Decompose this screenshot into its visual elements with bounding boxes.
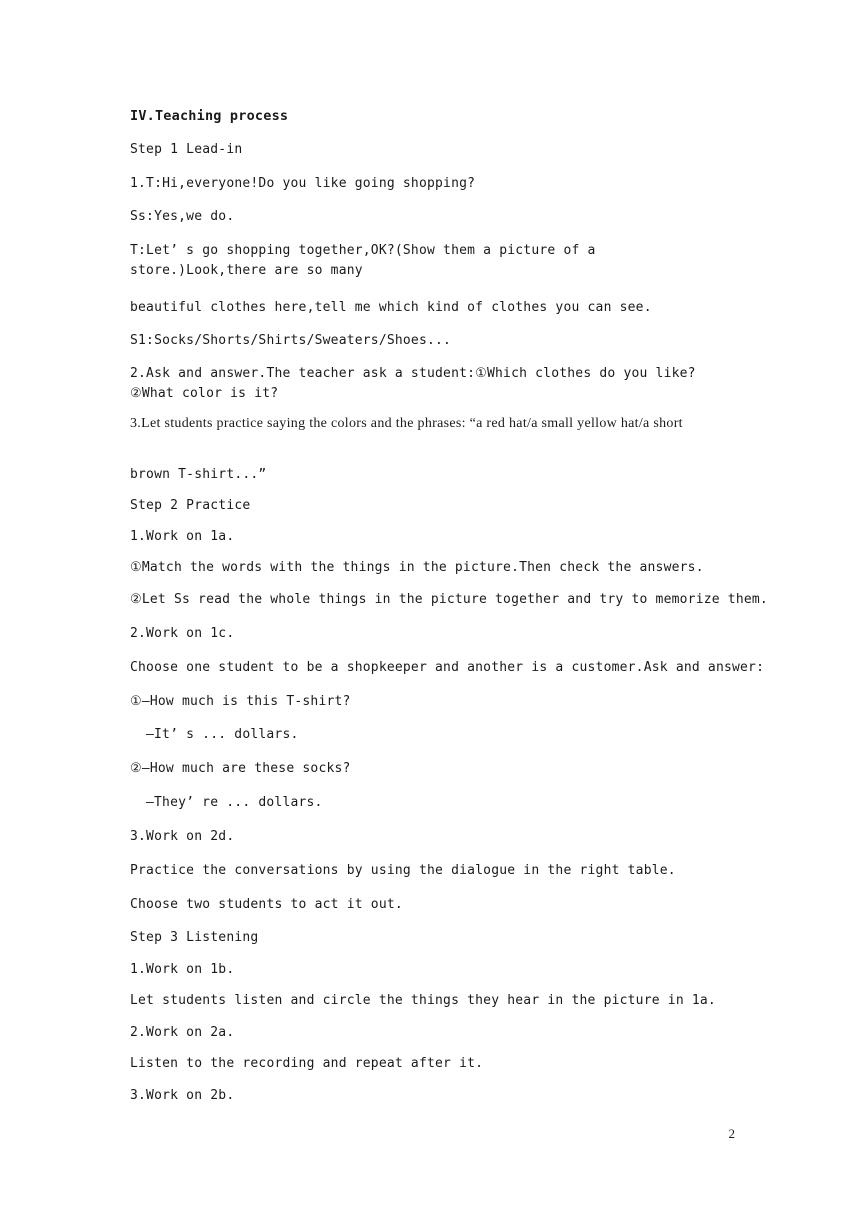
- paragraph: 2.Ask and answer.The teacher ask a student:①Which clothes do you like?②What color is it?: [130, 366, 696, 401]
- paragraph: —It’ s ... dollars.: [146, 727, 299, 742]
- paragraph: 1.Work on 1a.: [130, 529, 235, 544]
- paragraph: S1:Socks/Shorts/Shirts/Sweaters/Shoes...: [130, 333, 452, 348]
- paragraph: 3.Work on 2d.: [130, 829, 235, 844]
- paragraph: 2.Work on 1c.: [130, 626, 235, 641]
- paragraph: Practice the conversations by using the dialogue in the right table.: [130, 863, 676, 878]
- paragraph: 2.Work on 2a.: [130, 1025, 235, 1040]
- paragraph: Listen to the recording and repeat after it.: [130, 1056, 484, 1071]
- paragraph: 3.Let students practice saying the colors and the phrases: “a red hat/a small yellow hat/a short: [130, 416, 683, 431]
- step-title: Step 1 Lead-in: [130, 142, 243, 157]
- paragraph: Ss:Yes,we do.: [130, 209, 235, 224]
- paragraph: T:Let’ s go shopping together,OK?(Show them a picture of a store.)Look,there are so many: [130, 243, 596, 278]
- paragraph: Choose two students to act it out.: [130, 897, 403, 912]
- paragraph: —They’ re ... dollars.: [146, 795, 323, 810]
- paragraph: 3.Work on 2b.: [130, 1088, 235, 1103]
- step-title: Step 3 Listening: [130, 930, 259, 945]
- step-title: Step 2 Practice: [130, 498, 251, 513]
- paragraph: Let students listen and circle the things they hear in the picture in 1a.: [130, 993, 716, 1008]
- paragraph: ①Match the words with the things in the picture.Then check the answers.: [130, 560, 704, 575]
- paragraph: 1.T:Hi,everyone!Do you like going shopping?: [130, 176, 476, 191]
- page-number: 2: [728, 1126, 735, 1141]
- paragraph: ①—How much is this T-shirt?: [130, 694, 351, 709]
- paragraph: ②Let Ss read the whole things in the picture together and try to memorize them.: [130, 592, 768, 607]
- section-title: IV.Teaching process: [130, 108, 289, 124]
- paragraph: 1.Work on 1b.: [130, 962, 235, 977]
- paragraph: brown T-shirt...”: [130, 467, 267, 482]
- paragraph: beautiful clothes here,tell me which kind of clothes you can see.: [130, 300, 652, 315]
- paragraph: ②—How much are these socks?: [130, 761, 351, 776]
- paragraph: Choose one student to be a shopkeeper and another is a customer.Ask and answer:: [130, 660, 765, 675]
